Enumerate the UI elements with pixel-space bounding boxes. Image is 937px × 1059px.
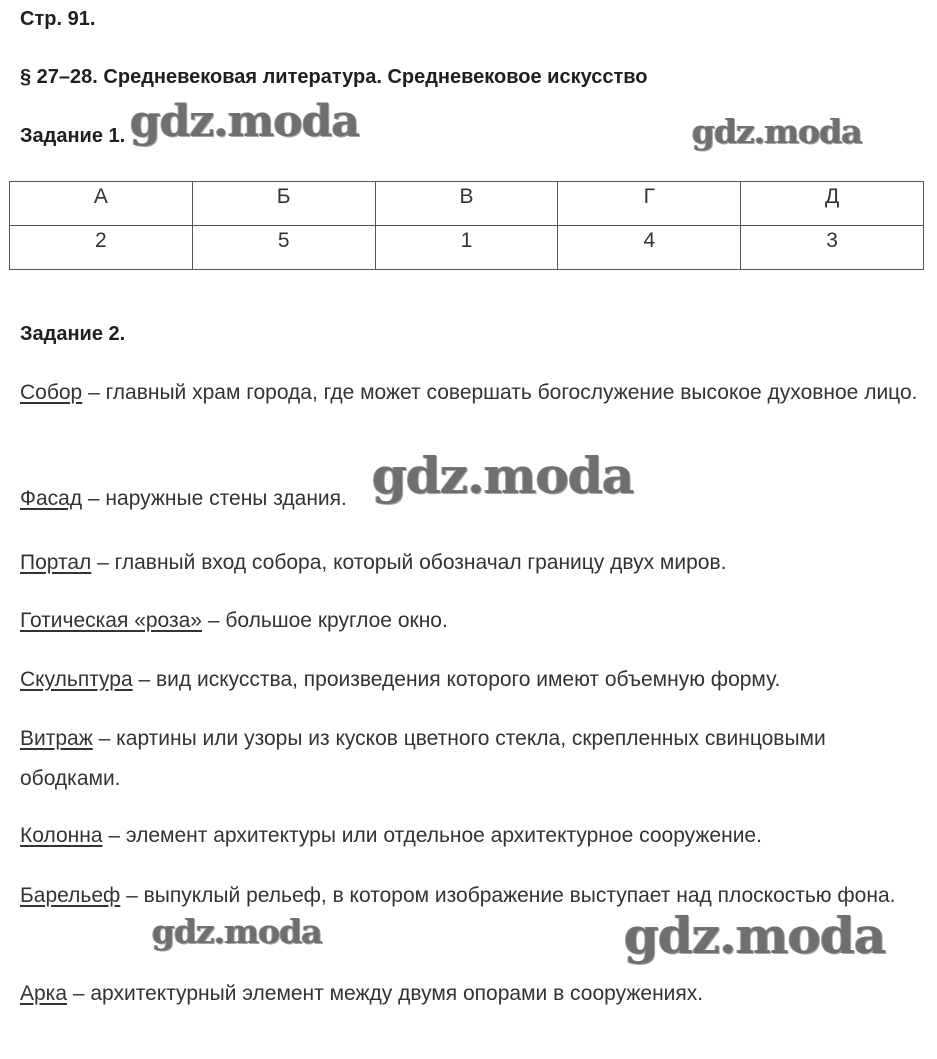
definition-text: – вид искусства, произведения которого имеют объемную форму. <box>132 668 781 691</box>
definition-item <box>20 876 920 916</box>
task1-heading: Задание 1. <box>20 125 126 147</box>
section-title: § 27–28. Средневековая литература. Средневековое искусство <box>20 66 648 88</box>
table-answer-cell: 2 <box>10 226 193 270</box>
definition-item <box>20 601 920 641</box>
table-answer-cell: 4 <box>558 226 741 270</box>
definition-text: – большое круглое окно. <box>201 609 448 632</box>
definition-term: Портал <box>20 551 92 574</box>
table-answer-row <box>10 226 924 270</box>
definition-term: Арка <box>20 982 68 1005</box>
definition-item <box>20 543 920 583</box>
watermark: gdz.moda <box>152 912 322 951</box>
table-header-row <box>10 182 924 226</box>
definition-item <box>20 974 920 1014</box>
definition-term: Фасад <box>20 487 83 510</box>
definition-item <box>20 373 920 413</box>
table-header-cell: Б <box>192 182 375 226</box>
definition-text: – главный вход собора, который обозначал границу двух миров. <box>91 551 727 574</box>
task2-heading: Задание 2. <box>20 323 126 345</box>
definition-item <box>20 719 920 799</box>
definition-term: Витраж <box>20 727 93 750</box>
watermark: gdz.moda <box>130 96 360 147</box>
definition-text: – картины или узоры из кусков цветного стекла, скрепленных свинцовыми ободками. <box>20 727 826 790</box>
definition-text: – выпуклый рельеф, в котором изображение выступает над плоскостью фона. <box>120 884 896 907</box>
definition-term: Барельеф <box>20 884 121 907</box>
watermark: gdz.moda <box>692 112 862 151</box>
definition-item <box>20 660 920 700</box>
definition-item <box>20 816 920 856</box>
definition-term: Колонна <box>20 824 103 847</box>
definition-text: – архитектурный элемент между двумя опорами в сооружениях. <box>67 982 704 1005</box>
table-answer-cell: 1 <box>375 226 558 270</box>
watermark: gdz.moda <box>372 446 634 505</box>
definition-text: – наружные стены здания. <box>82 487 347 510</box>
page-number: Стр. 91. <box>20 8 96 30</box>
table-header-cell: В <box>375 182 558 226</box>
table-header-cell: Д <box>741 182 924 226</box>
table-header-cell: А <box>10 182 193 226</box>
definition-text: – главный храм города, где может совершать богослужение высокое духовное лицо. <box>82 381 918 404</box>
definition-term: Собор <box>20 381 83 404</box>
definition-term: Готическая «роза» <box>20 609 202 632</box>
watermark: gdz.moda <box>624 906 886 965</box>
table-answer-cell: 3 <box>741 226 924 270</box>
definition-item <box>20 479 920 519</box>
table-answer-cell: 5 <box>192 226 375 270</box>
definition-text: – элемент архитектуры или отдельное архитектурное сооружение. <box>102 824 762 847</box>
answer-table <box>9 181 924 270</box>
definition-term: Скульптура <box>20 668 133 691</box>
table-header-cell: Г <box>558 182 741 226</box>
